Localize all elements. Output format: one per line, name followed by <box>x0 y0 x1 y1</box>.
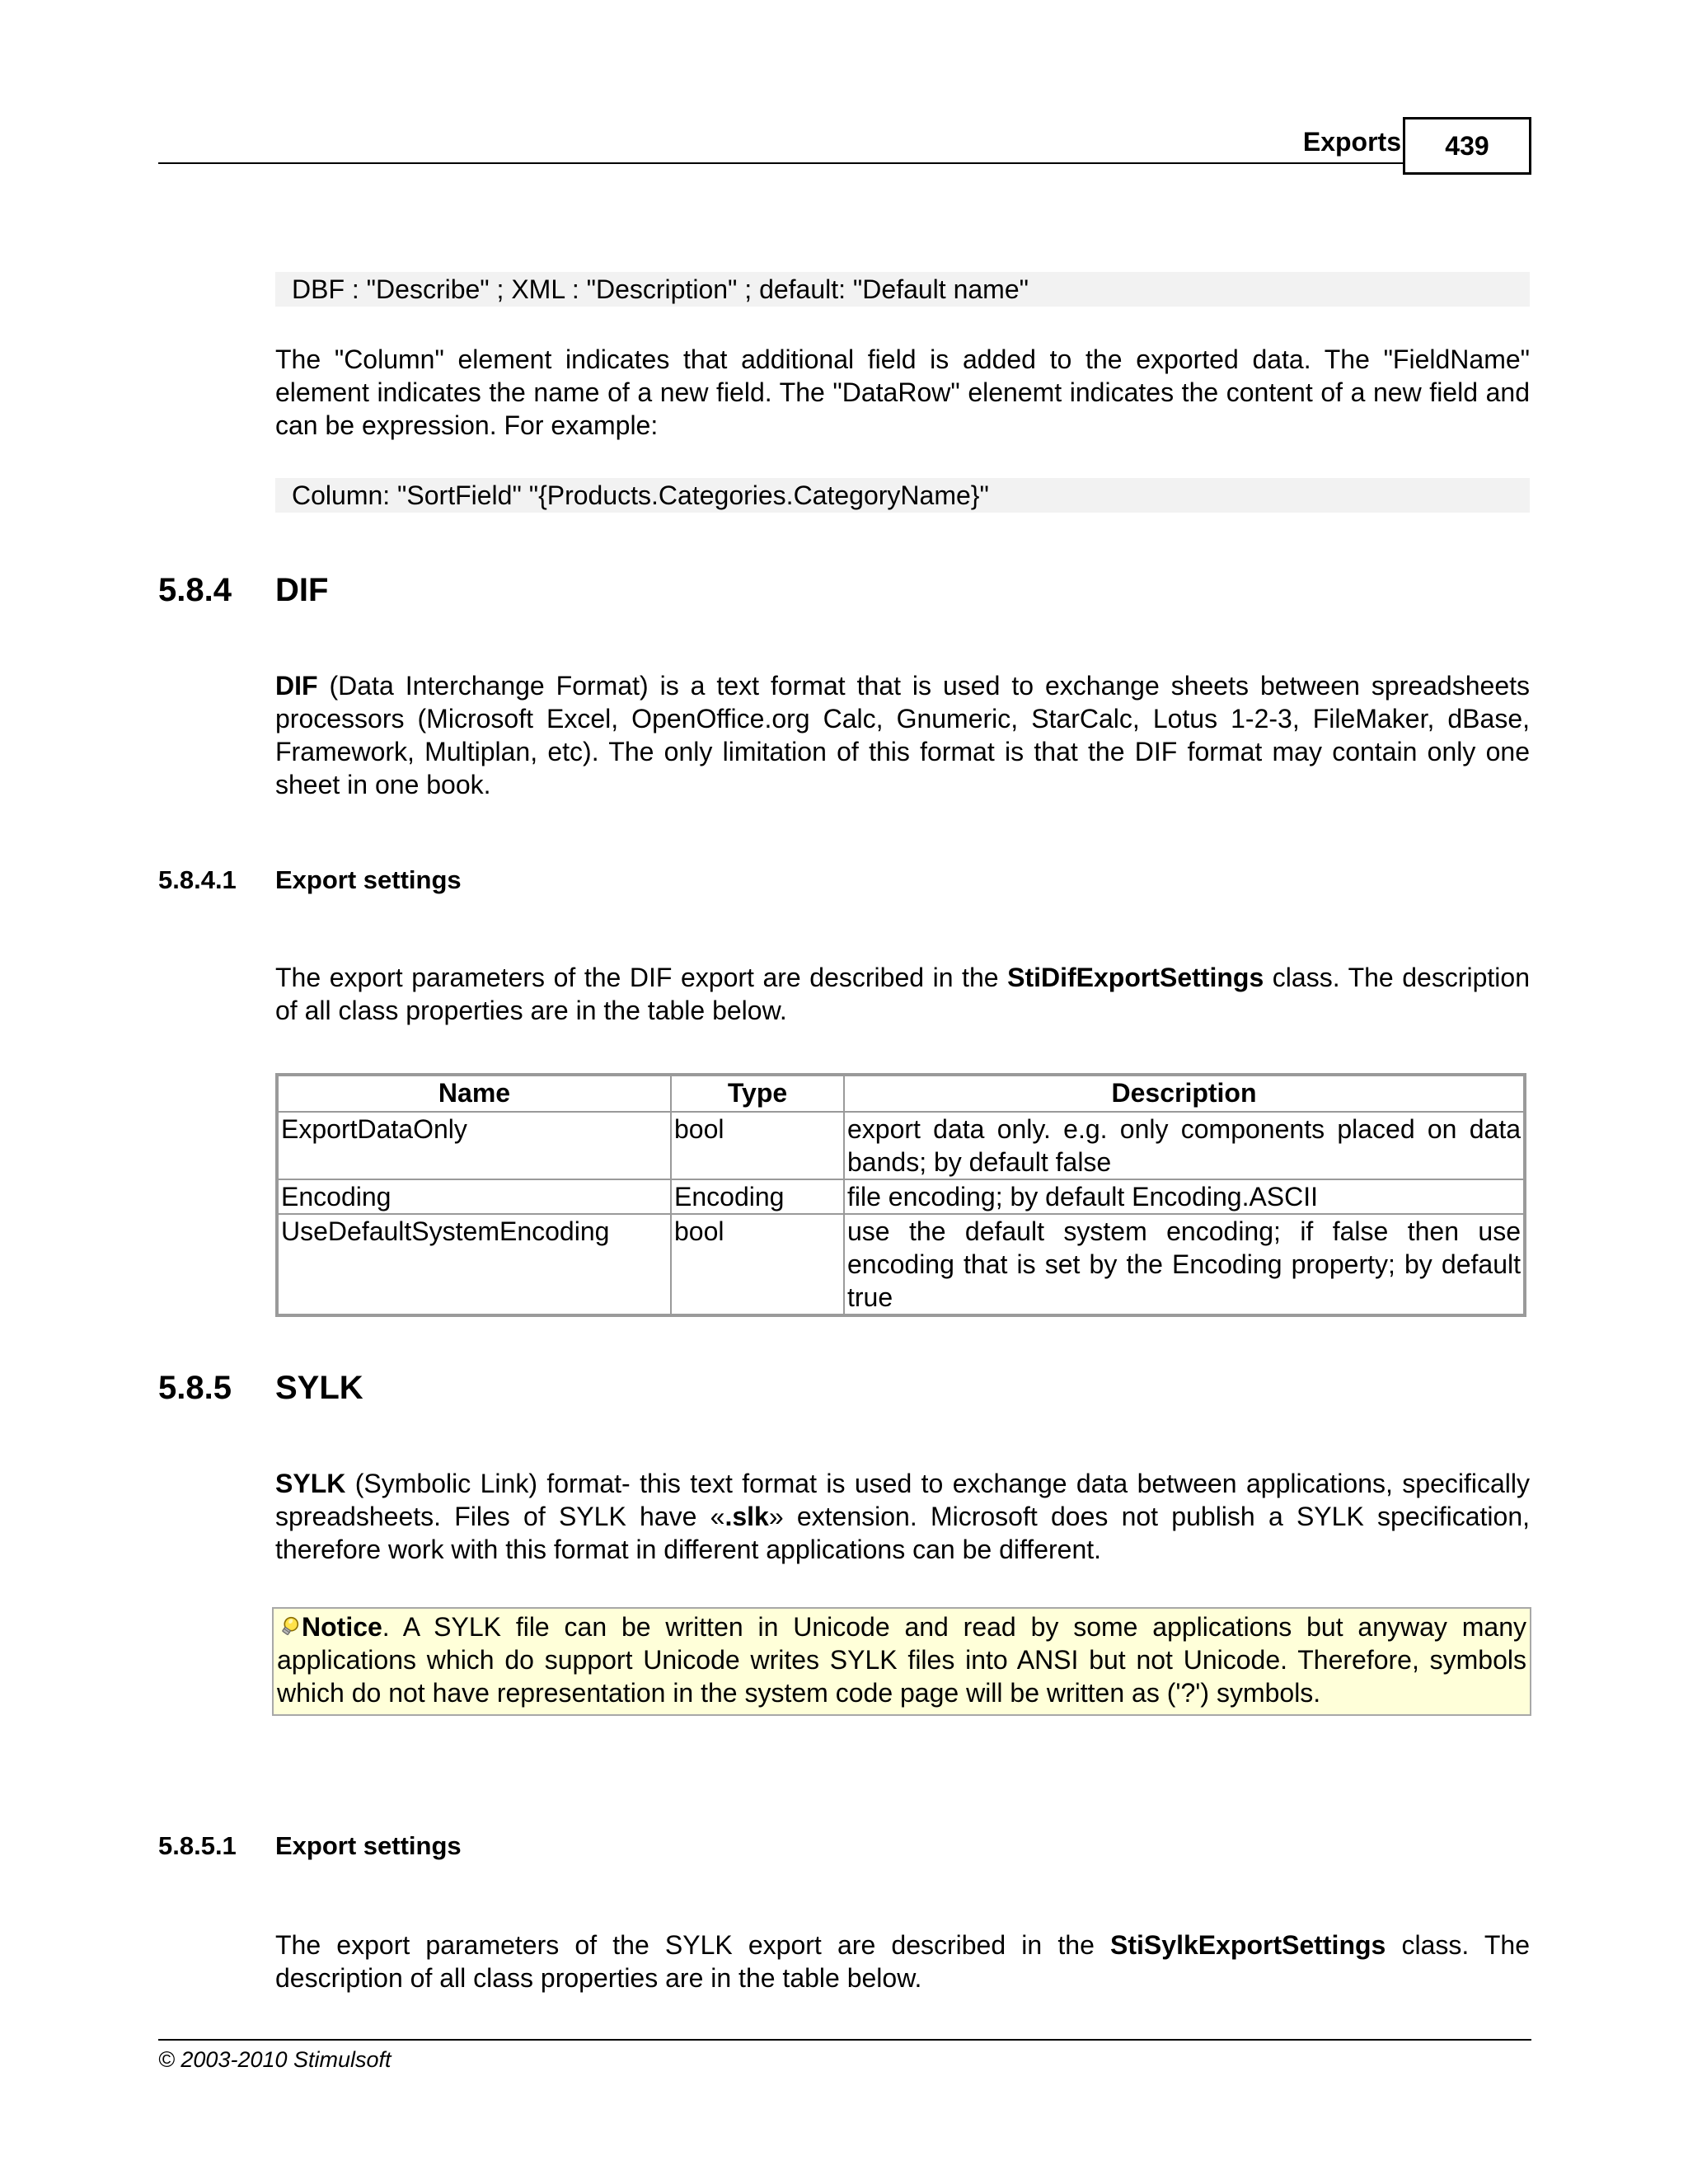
table-header-type: Type <box>671 1075 844 1112</box>
code-snippet-description: DBF : "Describe" ; XML : "Description" ; default: "Default name" <box>275 272 1530 307</box>
table-header-name: Name <box>277 1075 671 1112</box>
table-row <box>277 1214 1525 1315</box>
footer-copyright: © 2003-2010 Stimulsoft <box>158 2047 392 2072</box>
table-row <box>277 1179 1525 1214</box>
footer-rule <box>158 2039 1531 2041</box>
dif-settings-text-after: class. The description of all class properties are in the table below. <box>275 963 1531 1025</box>
sylk-extension: .slk <box>724 1502 769 1531</box>
page-number <box>1403 117 1531 175</box>
sylk-settings-class-name: StiSylkExportSettings <box>1110 1930 1386 1960</box>
subsection-title-sylk-settings: Export settings <box>275 1831 462 1860</box>
table-header-row <box>277 1075 1525 1112</box>
section-number-sylk: 5.8.5 <box>158 1370 232 1406</box>
notice-box <box>272 1607 1531 1716</box>
subsection-number-sylk-settings: 5.8.5.1 <box>158 1831 237 1860</box>
header-rule <box>158 162 1403 164</box>
paragraph-column-element: The "Column" element indicates that additional field is added to the exported data. The "FieldName" element indicates the name of a new field. The "DataRow" elenemt indicates the content of a new field and can be expression. For example: <box>275 344 1530 440</box>
table-cell-name: Encoding <box>277 1179 671 1214</box>
table-row <box>277 1112 1525 1179</box>
table-header-description: Description <box>844 1075 1525 1112</box>
subsection-number-dif-settings: 5.8.4.1 <box>158 865 237 894</box>
page-number-text: 439 <box>1445 130 1489 161</box>
paragraph-sylk-settings <box>275 1929 1530 1994</box>
sylk-intro-text-2: » extension. Microsoft does not publish a SYLK specification, therefore work with this format in different applications can be different. <box>275 1502 1531 1564</box>
section-title-sylk: SYLK <box>275 1370 363 1406</box>
lightbulb-icon <box>277 1614 302 1638</box>
sylk-settings-text-after: class. The description of all class properties are in the table below. <box>275 1930 1531 1993</box>
sylk-settings-text-before: The export parameters of the SYLK export are described in the <box>275 1930 1111 1960</box>
header-section-title: Exports <box>1302 127 1401 157</box>
notice-label: Notice <box>302 1612 382 1642</box>
dif-bold-term: DIF <box>275 671 318 701</box>
section-title-dif: DIF <box>275 572 329 608</box>
sylk-bold-term: SYLK <box>275 1469 346 1498</box>
dif-intro-text: (Data Interchange Format) is a text format that is used to exchange sheets between spreadsheets processors (Microsoft Excel, OpenOffice.org Calc, Gnumeric, StarCalc, Lotus 1-2-3, FileMaker, dBase, Framework, Multiplan, etc). The only limitation of this format is that the DIF format may contain only one sheet in one book. <box>275 671 1530 799</box>
paragraph-sylk-intro <box>275 1467 1530 1566</box>
table-cell-name: UseDefaultSystemEncoding <box>277 1214 671 1315</box>
sylk-intro-text-1: (Symbolic Link) format- this text format is used to exchange data between applications, specifically spreadsheets. Files of SYLK have « <box>275 1469 1530 1531</box>
table-cell-type: bool <box>671 1112 844 1179</box>
table-cell-description: export data only. e.g. only components placed on data bands; by default false <box>844 1112 1525 1179</box>
paragraph-dif-intro <box>275 669 1530 801</box>
dif-properties-table <box>275 1073 1526 1317</box>
paragraph-dif-settings <box>275 961 1530 1027</box>
notice-text: . A SYLK file can be written in Unicode and read by some applications but anyway many applications which do support Unicode writes SYLK files into ANSI but not Unicode. Therefore, symbols which do not have representation in the system code page will be written as ('?') symbols. <box>277 1612 1526 1708</box>
dif-settings-class-name: StiDifExportSettings <box>1007 963 1264 992</box>
dif-settings-text-before: The export parameters of the DIF export are described in the <box>275 963 1008 992</box>
code-snippet-column: Column: "SortField" "{Products.Categories.CategoryName}" <box>275 478 1530 513</box>
table-cell-name: ExportDataOnly <box>277 1112 671 1179</box>
table-cell-type: Encoding <box>671 1179 844 1214</box>
table-cell-description: file encoding; by default Encoding.ASCII <box>844 1179 1525 1214</box>
table-cell-type: bool <box>671 1214 844 1315</box>
table-cell-description: use the default system encoding; if false then use encoding that is set by the Encoding property; by default true <box>844 1214 1525 1315</box>
section-number-dif: 5.8.4 <box>158 572 232 608</box>
subsection-title-dif-settings: Export settings <box>275 865 462 894</box>
